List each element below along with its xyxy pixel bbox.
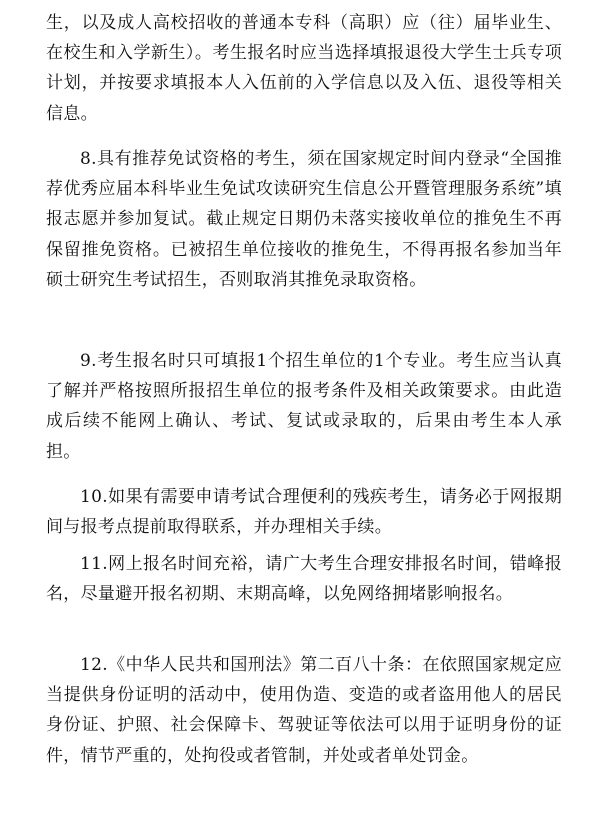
paragraph-item-9: 9.考生报名时只可填报1个招生单位的1个专业。考生应当认真了解并严格按照所报招生单位的报考条件及相关政策要求。由此造成后续不能网上确认、考试、复试或录取的，后果由考生本人承担。 <box>46 351 562 462</box>
paragraph-item-10: 10.如果有需要申请考试合理便利的残疾考生，请务必于网报期间与报考点提前取得联系，并办理相关手续。 <box>46 487 562 538</box>
paragraph-item-8: 8.具有推荐免试资格的考生，须在国家规定时间内登录“全国推荐优秀应届本科毕业生免试攻读研究生信息公开暨管理服务系统”填报志愿并参加复试。截止规定日期仍未落实接收单位的推免生不再保留推免资格。已被招生单位接收的推免生，不得再报名参加当年硕士研究生考试招生，否则取消其推免录取资格。 <box>46 149 562 290</box>
paragraph-item-12: 12.《中华人民共和国刑法》第二百八十条：在依照国家规定应当提供身份证明的活动中，使用伪造、变造的或者盗用他人的居民身份证、护照、社会保障卡、驾驶证等依法可以用于证明身份的证件，情节严重的，处拘役或者管制，并处或者单处罚金。 <box>46 655 562 766</box>
paragraph-item-11: 11.网上报名时间充裕，请广大考生合理安排报名时间，错峰报名，尽量避开报名初期、末期高峰，以免网络拥堵影响报名。 <box>46 554 562 605</box>
paragraph-continuation: 生，以及成人高校招收的普通本专科（高职）应（往）届毕业生、在校生和入学新生）。考生报名时应当选择填报退役大学生士兵专项计划，并按要求填报本人入伍前的入学信息以及入伍、退役等相关信息。 <box>46 13 562 124</box>
